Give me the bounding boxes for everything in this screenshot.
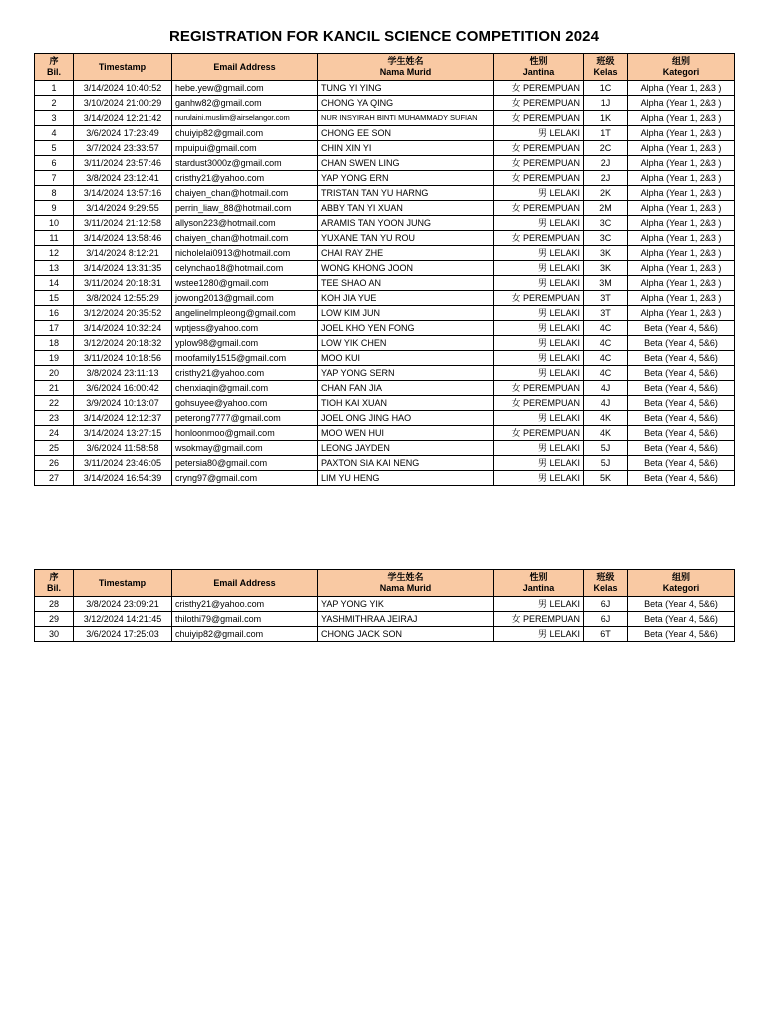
table-row bbox=[35, 141, 735, 156]
cell-bil: 23 bbox=[35, 411, 74, 426]
cell-kelas: 4C bbox=[584, 366, 628, 381]
cell-timestamp: 3/8/2024 23:12:41 bbox=[74, 171, 172, 186]
cell-timestamp: 3/8/2024 12:55:29 bbox=[74, 291, 172, 306]
cell-kategori: Beta (Year 4, 5&6) bbox=[628, 456, 735, 471]
cell-timestamp: 3/6/2024 16:00:42 bbox=[74, 381, 172, 396]
cell-email: cryng97@gmail.com bbox=[172, 471, 318, 486]
cell-jantina: 男 LELAKI bbox=[494, 441, 584, 456]
cell-kelas: 1K bbox=[584, 111, 628, 126]
cell-timestamp: 3/14/2024 13:31:35 bbox=[74, 261, 172, 276]
cell-kelas: 2K bbox=[584, 186, 628, 201]
cell-kelas: 1J bbox=[584, 96, 628, 111]
cell-jantina: 男 LELAKI bbox=[494, 126, 584, 141]
cell-nama: CHIN XIN YI bbox=[318, 141, 494, 156]
table-row bbox=[35, 171, 735, 186]
cell-jantina: 女 PEREMPUAN bbox=[494, 171, 584, 186]
cell-kelas: 3T bbox=[584, 306, 628, 321]
cell-kelas: 5K bbox=[584, 471, 628, 486]
cell-kelas: 3K bbox=[584, 261, 628, 276]
table-row bbox=[35, 186, 735, 201]
cell-kategori: Alpha (Year 1, 2&3 ) bbox=[628, 111, 735, 126]
cell-email: stardust3000z@gmail.com bbox=[172, 156, 318, 171]
table-row bbox=[35, 231, 735, 246]
cell-kategori: Alpha (Year 1, 2&3 ) bbox=[628, 126, 735, 141]
cell-jantina: 女 PEREMPUAN bbox=[494, 381, 584, 396]
cell-kelas: 6T bbox=[584, 627, 628, 642]
cell-kelas: 4K bbox=[584, 411, 628, 426]
table-header-row bbox=[35, 54, 735, 81]
cell-timestamp: 3/14/2024 13:27:15 bbox=[74, 426, 172, 441]
table-row bbox=[35, 471, 735, 486]
cell-kategori: Beta (Year 4, 5&6) bbox=[628, 597, 735, 612]
cell-timestamp: 3/11/2024 20:18:31 bbox=[74, 276, 172, 291]
cell-email: allyson223@hotmail.com bbox=[172, 216, 318, 231]
cell-jantina: 男 LELAKI bbox=[494, 366, 584, 381]
table-row bbox=[35, 291, 735, 306]
cell-kelas: 4C bbox=[584, 336, 628, 351]
cell-kategori: Alpha (Year 1, 2&3 ) bbox=[628, 201, 735, 216]
cell-jantina: 男 LELAKI bbox=[494, 336, 584, 351]
cell-timestamp: 3/14/2024 16:54:39 bbox=[74, 471, 172, 486]
cell-nama: MOO KUI bbox=[318, 351, 494, 366]
cell-jantina: 女 PEREMPUAN bbox=[494, 81, 584, 96]
cell-email: chaiyen_chan@hotmail.com bbox=[172, 231, 318, 246]
table-row bbox=[35, 201, 735, 216]
cell-jantina: 男 LELAKI bbox=[494, 597, 584, 612]
cell-nama: WONG KHONG JOON bbox=[318, 261, 494, 276]
cell-bil: 25 bbox=[35, 441, 74, 456]
cell-timestamp: 3/12/2024 20:18:32 bbox=[74, 336, 172, 351]
table-row bbox=[35, 321, 735, 336]
cell-nama: YASHMITHRAA JEIRAJ bbox=[318, 612, 494, 627]
table-row bbox=[35, 597, 735, 612]
cell-kelas: 3T bbox=[584, 291, 628, 306]
col-header-kategori: 组别 Kategori bbox=[628, 54, 735, 81]
cell-email: honloonmoo@gmail.com bbox=[172, 426, 318, 441]
cell-jantina: 女 PEREMPUAN bbox=[494, 156, 584, 171]
cell-jantina: 男 LELAKI bbox=[494, 411, 584, 426]
cell-bil: 21 bbox=[35, 381, 74, 396]
cell-kategori: Alpha (Year 1, 2&3 ) bbox=[628, 141, 735, 156]
cell-kategori: Beta (Year 4, 5&6) bbox=[628, 351, 735, 366]
cell-kelas: 4C bbox=[584, 321, 628, 336]
cell-kategori: Alpha (Year 1, 2&3 ) bbox=[628, 231, 735, 246]
cell-email: chuiyip82@gmail.com bbox=[172, 126, 318, 141]
col-header-email: Email Address bbox=[172, 54, 318, 81]
cell-jantina: 男 LELAKI bbox=[494, 261, 584, 276]
cell-nama: LOW YIK CHEN bbox=[318, 336, 494, 351]
cell-nama: TRISTAN TAN YU HARNG bbox=[318, 186, 494, 201]
cell-bil: 14 bbox=[35, 276, 74, 291]
cell-email: yplow98@gmail.com bbox=[172, 336, 318, 351]
cell-nama: YAP YONG YIK bbox=[318, 597, 494, 612]
cell-kelas: 3C bbox=[584, 231, 628, 246]
registration-table-2 bbox=[34, 569, 735, 642]
cell-nama: YAP YONG ERN bbox=[318, 171, 494, 186]
cell-email: petersia80@gmail.com bbox=[172, 456, 318, 471]
cell-jantina: 男 LELAKI bbox=[494, 306, 584, 321]
cell-bil: 5 bbox=[35, 141, 74, 156]
cell-timestamp: 3/8/2024 23:09:21 bbox=[74, 597, 172, 612]
table-row bbox=[35, 246, 735, 261]
cell-kelas: 6J bbox=[584, 612, 628, 627]
cell-kelas: 1C bbox=[584, 81, 628, 96]
cell-kategori: Alpha (Year 1, 2&3 ) bbox=[628, 261, 735, 276]
cell-email: nicholelai0913@hotmail.com bbox=[172, 246, 318, 261]
cell-timestamp: 3/12/2024 14:21:45 bbox=[74, 612, 172, 627]
cell-kategori: Alpha (Year 1, 2&3 ) bbox=[628, 156, 735, 171]
table-row bbox=[35, 396, 735, 411]
cell-timestamp: 3/6/2024 17:23:49 bbox=[74, 126, 172, 141]
table-row bbox=[35, 411, 735, 426]
col-header-email: Email Address bbox=[172, 570, 318, 597]
cell-jantina: 男 LELAKI bbox=[494, 186, 584, 201]
cell-email: wstee1280@gmail.com bbox=[172, 276, 318, 291]
cell-kategori: Alpha (Year 1, 2&3 ) bbox=[628, 306, 735, 321]
table-row bbox=[35, 456, 735, 471]
cell-nama: YUXANE TAN YU ROU bbox=[318, 231, 494, 246]
table-row bbox=[35, 96, 735, 111]
cell-timestamp: 3/11/2024 23:46:05 bbox=[74, 456, 172, 471]
cell-email: wptjess@yahoo.com bbox=[172, 321, 318, 336]
cell-kategori: Beta (Year 4, 5&6) bbox=[628, 471, 735, 486]
cell-bil: 29 bbox=[35, 612, 74, 627]
cell-nama: KOH JIA YUE bbox=[318, 291, 494, 306]
cell-timestamp: 3/14/2024 8:12:21 bbox=[74, 246, 172, 261]
cell-timestamp: 3/14/2024 10:40:52 bbox=[74, 81, 172, 96]
cell-email: cristhy21@yahoo.com bbox=[172, 597, 318, 612]
cell-kategori: Beta (Year 4, 5&6) bbox=[628, 627, 735, 642]
cell-nama: LEONG JAYDEN bbox=[318, 441, 494, 456]
cell-nama: CHONG JACK SON bbox=[318, 627, 494, 642]
cell-bil: 10 bbox=[35, 216, 74, 231]
cell-bil: 28 bbox=[35, 597, 74, 612]
cell-bil: 24 bbox=[35, 426, 74, 441]
cell-nama: ABBY TAN YI XUAN bbox=[318, 201, 494, 216]
cell-nama: PAXTON SIA KAI NENG bbox=[318, 456, 494, 471]
table-row bbox=[35, 81, 735, 96]
cell-kategori: Beta (Year 4, 5&6) bbox=[628, 396, 735, 411]
cell-kategori: Alpha (Year 1, 2&3 ) bbox=[628, 246, 735, 261]
cell-email: cristhy21@yahoo.com bbox=[172, 171, 318, 186]
cell-nama: LOW KIM JUN bbox=[318, 306, 494, 321]
col-header-timestamp: Timestamp bbox=[74, 54, 172, 81]
cell-kategori: Beta (Year 4, 5&6) bbox=[628, 612, 735, 627]
cell-jantina: 女 PEREMPUAN bbox=[494, 396, 584, 411]
cell-jantina: 男 LELAKI bbox=[494, 456, 584, 471]
table-row bbox=[35, 111, 735, 126]
cell-kategori: Alpha (Year 1, 2&3 ) bbox=[628, 216, 735, 231]
cell-jantina: 女 PEREMPUAN bbox=[494, 231, 584, 246]
col-header-jantina: 性别 Jantina bbox=[494, 570, 584, 597]
cell-timestamp: 3/8/2024 23:11:13 bbox=[74, 366, 172, 381]
cell-kategori: Alpha (Year 1, 2&3 ) bbox=[628, 171, 735, 186]
cell-jantina: 女 PEREMPUAN bbox=[494, 111, 584, 126]
cell-kategori: Beta (Year 4, 5&6) bbox=[628, 321, 735, 336]
table-row bbox=[35, 276, 735, 291]
cell-nama: MOO WEN HUI bbox=[318, 426, 494, 441]
cell-kelas: 1T bbox=[584, 126, 628, 141]
cell-jantina: 女 PEREMPUAN bbox=[494, 291, 584, 306]
cell-bil: 3 bbox=[35, 111, 74, 126]
table-row bbox=[35, 156, 735, 171]
cell-timestamp: 3/12/2024 20:35:52 bbox=[74, 306, 172, 321]
cell-email: moofamily1515@gmail.com bbox=[172, 351, 318, 366]
cell-email: peterong7777@gmail.com bbox=[172, 411, 318, 426]
cell-timestamp: 3/14/2024 13:57:16 bbox=[74, 186, 172, 201]
cell-email: celynchao18@hotmail.com bbox=[172, 261, 318, 276]
cell-nama: LIM YU HENG bbox=[318, 471, 494, 486]
table-header-row bbox=[35, 570, 735, 597]
cell-jantina: 男 LELAKI bbox=[494, 627, 584, 642]
table-row bbox=[35, 336, 735, 351]
cell-bil: 15 bbox=[35, 291, 74, 306]
cell-bil: 20 bbox=[35, 366, 74, 381]
cell-nama: JOEL KHO YEN FONG bbox=[318, 321, 494, 336]
cell-email: hebe.yew@gmail.com bbox=[172, 81, 318, 96]
cell-nama: CHAN FAN JIA bbox=[318, 381, 494, 396]
cell-email: chuiyip82@gmail.com bbox=[172, 627, 318, 642]
col-header-kelas: 班级 Kelas bbox=[584, 54, 628, 81]
cell-email: cristhy21@yahoo.com bbox=[172, 366, 318, 381]
cell-bil: 12 bbox=[35, 246, 74, 261]
cell-kategori: Beta (Year 4, 5&6) bbox=[628, 441, 735, 456]
cell-bil: 13 bbox=[35, 261, 74, 276]
registration-table-1 bbox=[34, 53, 735, 486]
cell-jantina: 女 PEREMPUAN bbox=[494, 96, 584, 111]
cell-nama: CHAI RAY ZHE bbox=[318, 246, 494, 261]
cell-bil: 18 bbox=[35, 336, 74, 351]
cell-email: chenxiaqin@gmail.com bbox=[172, 381, 318, 396]
cell-kategori: Beta (Year 4, 5&6) bbox=[628, 336, 735, 351]
cell-nama: YAP YONG SERN bbox=[318, 366, 494, 381]
cell-kelas: 5J bbox=[584, 456, 628, 471]
col-header-nama: 学生姓名 Nama Murid bbox=[318, 570, 494, 597]
cell-timestamp: 3/10/2024 21:00:29 bbox=[74, 96, 172, 111]
cell-nama: CHAN SWEN LING bbox=[318, 156, 494, 171]
cell-kelas: 4K bbox=[584, 426, 628, 441]
cell-email: gohsuyee@yahoo.com bbox=[172, 396, 318, 411]
cell-jantina: 男 LELAKI bbox=[494, 351, 584, 366]
col-header-bil: 序 Bil. bbox=[35, 570, 74, 597]
cell-bil: 19 bbox=[35, 351, 74, 366]
cell-nama: NUR INSYIRAH BINTI MUHAMMADY SUFIAN bbox=[318, 111, 494, 126]
cell-bil: 9 bbox=[35, 201, 74, 216]
cell-bil: 1 bbox=[35, 81, 74, 96]
cell-timestamp: 3/11/2024 10:18:56 bbox=[74, 351, 172, 366]
cell-bil: 8 bbox=[35, 186, 74, 201]
table-row bbox=[35, 366, 735, 381]
cell-kelas: 4J bbox=[584, 396, 628, 411]
cell-bil: 22 bbox=[35, 396, 74, 411]
col-header-kelas: 班级 Kelas bbox=[584, 570, 628, 597]
cell-email: angelinelmpleong@gmail.com bbox=[172, 306, 318, 321]
cell-bil: 4 bbox=[35, 126, 74, 141]
cell-kelas: 3C bbox=[584, 216, 628, 231]
cell-jantina: 男 LELAKI bbox=[494, 246, 584, 261]
cell-kelas: 2M bbox=[584, 201, 628, 216]
cell-kategori: Alpha (Year 1, 2&3 ) bbox=[628, 81, 735, 96]
cell-bil: 27 bbox=[35, 471, 74, 486]
cell-bil: 30 bbox=[35, 627, 74, 642]
col-header-bil: 序 Bil. bbox=[35, 54, 74, 81]
cell-timestamp: 3/11/2024 21:12:58 bbox=[74, 216, 172, 231]
page-title: REGISTRATION FOR KANCIL SCIENCE COMPETITION 2024 bbox=[168, 28, 600, 45]
cell-kategori: Beta (Year 4, 5&6) bbox=[628, 366, 735, 381]
cell-email: chaiyen_chan@hotmail.com bbox=[172, 186, 318, 201]
cell-kategori: Alpha (Year 1, 2&3 ) bbox=[628, 96, 735, 111]
cell-timestamp: 3/14/2024 9:29:55 bbox=[74, 201, 172, 216]
col-header-timestamp: Timestamp bbox=[74, 570, 172, 597]
cell-kategori: Beta (Year 4, 5&6) bbox=[628, 411, 735, 426]
cell-jantina: 男 LELAKI bbox=[494, 216, 584, 231]
cell-email: jowong2013@gmail.com bbox=[172, 291, 318, 306]
cell-jantina: 女 PEREMPUAN bbox=[494, 201, 584, 216]
cell-kelas: 3K bbox=[584, 246, 628, 261]
cell-timestamp: 3/6/2024 11:58:58 bbox=[74, 441, 172, 456]
col-header-kategori: 组别 Kategori bbox=[628, 570, 735, 597]
cell-kategori: Alpha (Year 1, 2&3 ) bbox=[628, 186, 735, 201]
cell-bil: 2 bbox=[35, 96, 74, 111]
table-row bbox=[35, 627, 735, 642]
table-row bbox=[35, 216, 735, 231]
cell-kategori: Beta (Year 4, 5&6) bbox=[628, 426, 735, 441]
cell-kelas: 4J bbox=[584, 381, 628, 396]
table-row bbox=[35, 426, 735, 441]
cell-nama: CHONG YA QING bbox=[318, 96, 494, 111]
cell-nama: CHONG EE SON bbox=[318, 126, 494, 141]
cell-jantina: 男 LELAKI bbox=[494, 471, 584, 486]
cell-jantina: 男 LELAKI bbox=[494, 276, 584, 291]
cell-kelas: 2J bbox=[584, 171, 628, 186]
cell-email: perrin_liaw_88@hotmail.com bbox=[172, 201, 318, 216]
table-row bbox=[35, 306, 735, 321]
table-row bbox=[35, 381, 735, 396]
table-row bbox=[35, 612, 735, 627]
cell-email: ganhw82@gmail.com bbox=[172, 96, 318, 111]
cell-timestamp: 3/14/2024 12:12:37 bbox=[74, 411, 172, 426]
cell-nama: ARAMIS TAN YOON JUNG bbox=[318, 216, 494, 231]
cell-email: nurulaini.muslim@airselangor.com bbox=[172, 111, 318, 126]
cell-kelas: 3M bbox=[584, 276, 628, 291]
cell-kategori: Alpha (Year 1, 2&3 ) bbox=[628, 291, 735, 306]
cell-kelas: 4C bbox=[584, 351, 628, 366]
cell-kelas: 5J bbox=[584, 441, 628, 456]
cell-bil: 16 bbox=[35, 306, 74, 321]
cell-bil: 26 bbox=[35, 456, 74, 471]
cell-jantina: 男 LELAKI bbox=[494, 321, 584, 336]
cell-kelas: 2J bbox=[584, 156, 628, 171]
cell-timestamp: 3/11/2024 23:57:46 bbox=[74, 156, 172, 171]
cell-kategori: Alpha (Year 1, 2&3 ) bbox=[628, 276, 735, 291]
cell-timestamp: 3/14/2024 12:21:42 bbox=[74, 111, 172, 126]
cell-email: thilothi79@gmail.com bbox=[172, 612, 318, 627]
cell-timestamp: 3/14/2024 10:32:24 bbox=[74, 321, 172, 336]
cell-timestamp: 3/14/2024 13:58:46 bbox=[74, 231, 172, 246]
cell-jantina: 女 PEREMPUAN bbox=[494, 426, 584, 441]
cell-kategori: Beta (Year 4, 5&6) bbox=[628, 381, 735, 396]
cell-bil: 17 bbox=[35, 321, 74, 336]
cell-kelas: 2C bbox=[584, 141, 628, 156]
cell-timestamp: 3/7/2024 23:33:57 bbox=[74, 141, 172, 156]
table-row bbox=[35, 441, 735, 456]
cell-timestamp: 3/9/2024 10:13:07 bbox=[74, 396, 172, 411]
col-header-nama: 学生姓名 Nama Murid bbox=[318, 54, 494, 81]
cell-email: mpuipui@gmail.com bbox=[172, 141, 318, 156]
cell-bil: 11 bbox=[35, 231, 74, 246]
cell-email: wsokmay@gmail.com bbox=[172, 441, 318, 456]
cell-nama: TUNG YI YING bbox=[318, 81, 494, 96]
cell-nama: TIOH KAI XUAN bbox=[318, 396, 494, 411]
cell-kelas: 6J bbox=[584, 597, 628, 612]
cell-jantina: 女 PEREMPUAN bbox=[494, 612, 584, 627]
cell-timestamp: 3/6/2024 17:25:03 bbox=[74, 627, 172, 642]
table-row bbox=[35, 126, 735, 141]
table-row bbox=[35, 261, 735, 276]
cell-jantina: 女 PEREMPUAN bbox=[494, 141, 584, 156]
cell-bil: 7 bbox=[35, 171, 74, 186]
cell-nama: TEE SHAO AN bbox=[318, 276, 494, 291]
table-row bbox=[35, 351, 735, 366]
cell-nama: JOEL ONG JING HAO bbox=[318, 411, 494, 426]
cell-bil: 6 bbox=[35, 156, 74, 171]
col-header-jantina: 性别 Jantina bbox=[494, 54, 584, 81]
